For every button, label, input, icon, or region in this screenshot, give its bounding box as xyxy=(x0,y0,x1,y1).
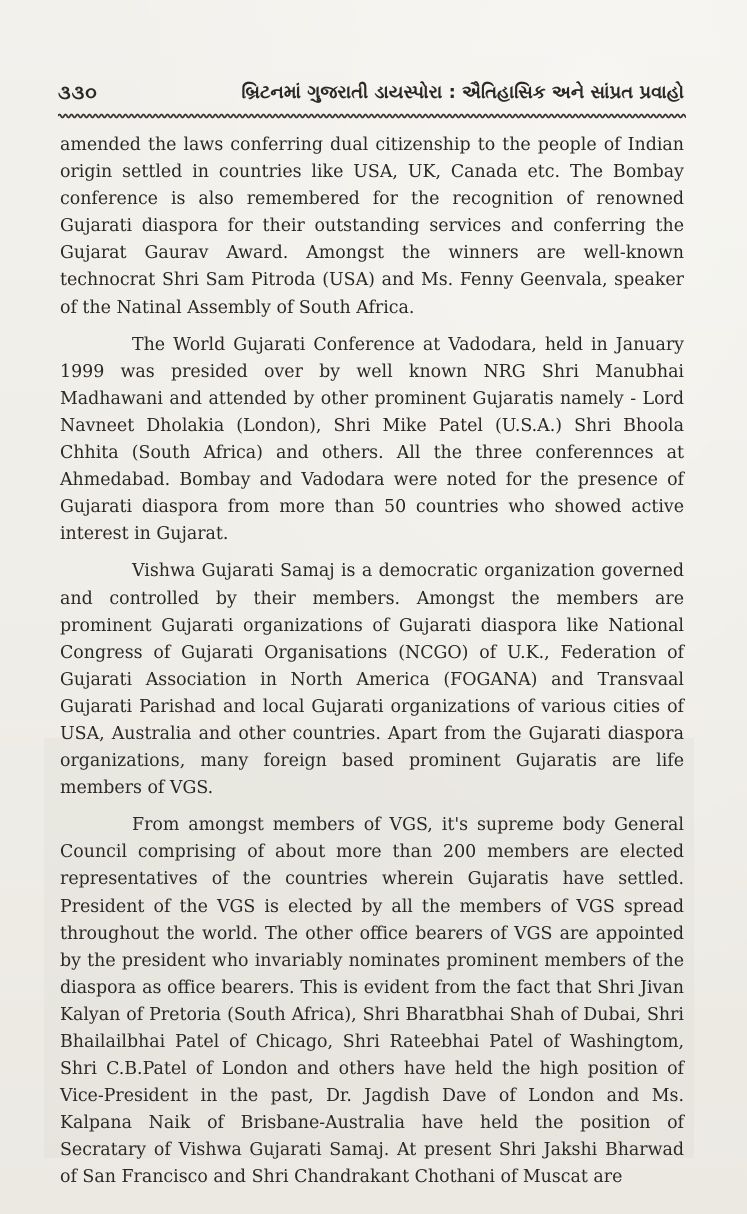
body-text xyxy=(60,132,684,1202)
paragraph-1: amended the laws conferring dual citizenship to the people of Indian origin settled in countries like USA, UK, Canada etc. The Bombay conference is also remembered for the recognition of renowned Gujarati diaspora for their outstanding services and conferring the Gujarat Gaurav Award. Amongst the winners are well-known technocrat Shri Sam Pitroda (USA) and Ms. Fenny Geenvala, speaker of the Natinal Assembly of South Africa. xyxy=(60,135,684,318)
running-title: બ્રિટનમાં ગુજરાતી ડાયસ્પોરા : ઐતિહાસિક અને સાંપ્રત પ્રવાહો xyxy=(241,82,684,103)
page-number: ૩૩૦ xyxy=(58,82,98,104)
paragraph-3: Vishwa Gujarati Samaj is a democratic organization governed and controlled by their members. Amongst the members are prominent Gujarati organizations of Gujarati diaspora like National Congress of Gujarati Organisations (NCGO) of U.K., Federation of Gujarati Association in North America (FOGANA) and Transvaal Gujarati Parishad and local Gujarati organizations of various cities of USA, Australia and other countries. Apart from the Gujarati diaspora organizations, many foreign based prominent Gujaratis are life members of VGS. xyxy=(60,561,684,799)
paragraph-4: From amongst members of VGS, it's supreme body General Council comprising of about more than 200 members are elected representatives of the countries wherein Gujaratis have settled. President of the VGS is elected by all the members of VGS spread throughout the world. The other office bearers of VGS are appointed by the president who invariably nominates prominent members of the diaspora as office bearers. This is evident from the fact that Shri Jivan Kalyan of Pretoria (South Africa), Shri Bharatbhai Shah of Dubai, Shri Bhailailbhai Patel of Chicago, Shri Rateebhai Patel of Washingtom, Shri C.B.Patel of London and others have held the high position of Vice-President in the past, Dr. Jagdish Dave of London and Ms. Kalpana Naik of Brisbane-Australia have held the position of Secratary of Vishwa Gujarati Samaj. At present Shri Jakshi Bharwad of San Francisco and Shri Chandrakant Chothani of Muscat are xyxy=(60,815,684,1188)
header-wavy-rule xyxy=(58,112,686,120)
page-header xyxy=(58,78,684,112)
paragraph-2: The World Gujarati Conference at Vadodara, held in January 1999 was presided over by well known NRG Shri Manubhai Madhawani and attended by other prominent Gujaratis namely - Lord Navneet Dholakia (London), Shri Mike Patel (U.S.A.) Shri Bhoola Chhita (South Africa) and others. All the three conferennces at Ahmedabad. Bombay and Vadodara were noted for the presence of Gujarati diaspora from more than 50 countries who showed active interest in Gujarat. xyxy=(60,334,684,545)
